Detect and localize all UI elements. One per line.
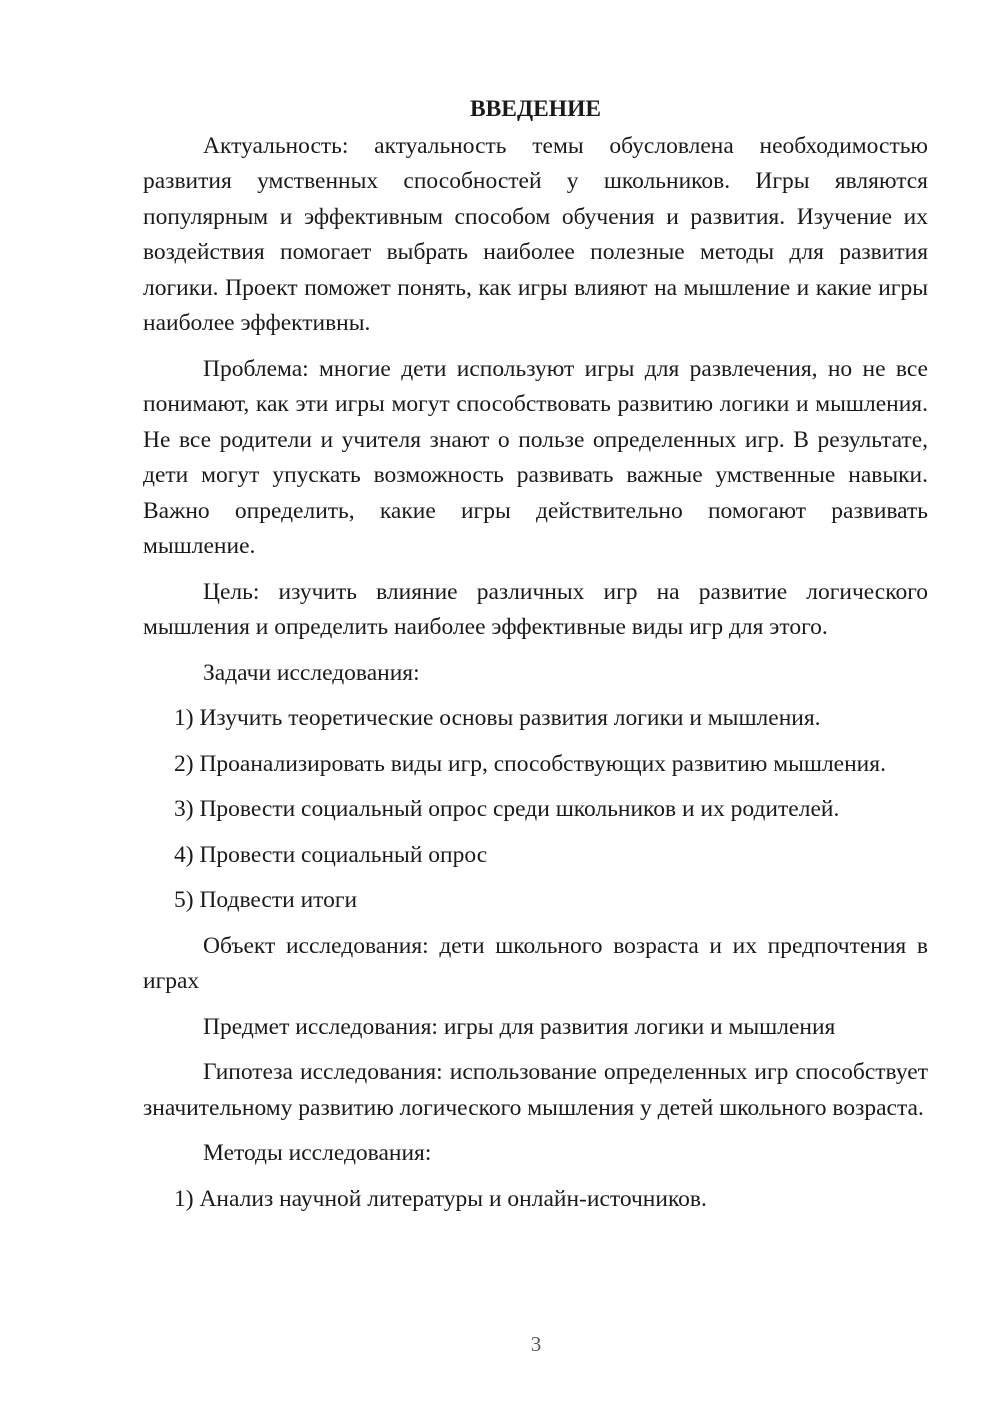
- page-content: [143, 92, 928, 1227]
- task-item-4: 4) Провести социальный опрос: [174, 841, 488, 868]
- task-item-5: 5) Подвести итоги: [174, 887, 358, 913]
- task-item-3: 3) Провести социальный опрос среди школьников и их родителей.: [174, 796, 840, 822]
- task-item-1: 1) Изучить теоретические основы развития логики и мышления.: [174, 705, 821, 731]
- section-title: ВВЕДЕНИЕ: [469, 96, 602, 122]
- method-item-1: 1) Анализ научной литературы и онлайн-источников.: [174, 1185, 707, 1212]
- methods-heading: Методы исследования:: [203, 1140, 432, 1166]
- page-number: 3: [530, 1332, 542, 1356]
- object-paragraph: Объект исследования: дети школьного возраста и их предпочтения в играх: [143, 932, 928, 994]
- goal-paragraph: Цель: изучить влияние различных игр на развитие логического мышления и определить наиболее эффективные виды игр для этого.: [143, 578, 928, 640]
- tasks-heading: Задачи исследования:: [203, 659, 420, 686]
- relevance-paragraph: Актуальность: актуальность темы обусловлена необходимостью развития умственных способностей у школьников. Игры являются популярным и эффективным способом обучения и развития. Изучение их воздействия помогает выбрать наиболее полезные методы для развития логики. Проект поможет понять, как игры влияют на мышление и какие игры наиболее эффективны.: [143, 132, 928, 336]
- hypothesis-paragraph: Гипотеза исследования: использование определенных игр способствует значительному развитию логического мышления у детей школьного возраста.: [143, 1059, 928, 1121]
- task-item-2: 2) Проанализировать виды игр, способствующих развитию мышления.: [174, 750, 886, 777]
- problem-paragraph: Проблема: многие дети используют игры для развлечения, но не все понимают, как эти игры могут способствовать развитию логики и мышления. Не все родители и учителя знают о пользе определенных игр. В результате, дети могут упускать возможность развивать важные умственные навыки. Важно определить, какие игры действительно помогают развивать мышление.: [143, 355, 928, 559]
- subject-paragraph: Предмет исследования: игры для развития логики и мышления: [203, 1013, 836, 1040]
